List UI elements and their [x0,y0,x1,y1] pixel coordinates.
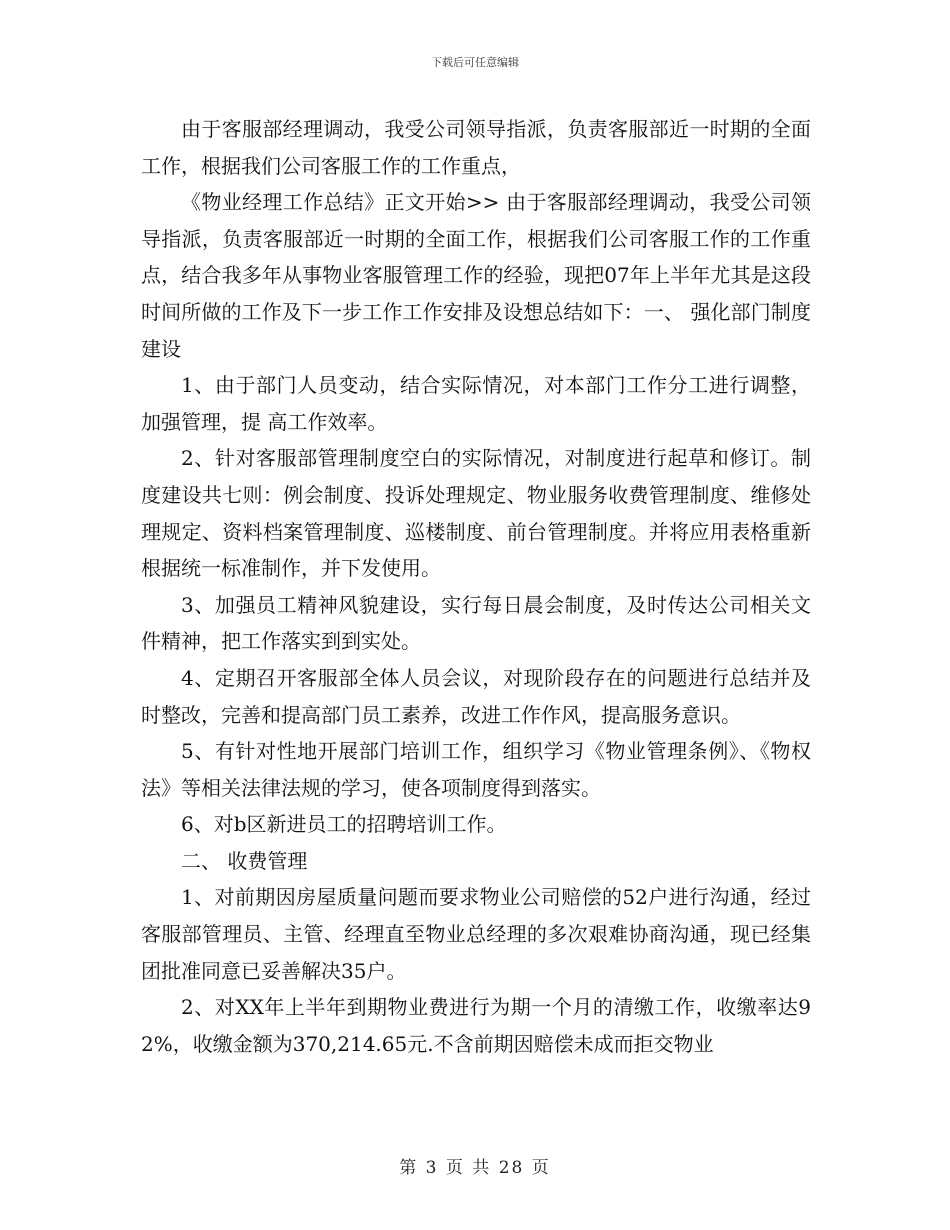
paragraph-item-3: 3、加强员工精神风貌建设，实行每日晨会制度，及时传达公司相关文件精神，把工作落实到到实处。 [141,592,811,654]
paragraph-summary-opening: 《物业经理工作总结》正文开始>> 由于客服部经理调动，我受公司领导指派，负责客服部近一时期的全面工作，根据我们公司客服工作的工作重点，结合我多年从事物业客服管理工作的经验，现把07年上半年尤其是这段时间所做的工作及下一步工作工作安排及设想总结如下：一、 强化部门制度建设 [141,190,811,361]
paragraph-item-2: 2、针对客服部管理制度空白的实际情况，对制度进行起草和修订。制度建设共七则：例会制度、投诉处理规定、物业服务收费管理制度、维修处理规定、资料档案管理制度、巡楼制度、前台管理制度。并将应用表格重新根据统一标准制作，并下发使用。 [141,446,811,581]
paragraph-item-6: 6、对b区新进员工的招聘培训工作。 [181,812,507,837]
paragraph-item-5: 5、有针对性地开展部门培训工作，组织学习《物业管理条例》、《物权法》等相关法律法规的学习，使各项制度得到落实。 [141,739,811,800]
paragraph-fee-item-1: 1、对前期因房屋质量问题而要求物业公司赔偿的52户进行沟通，经过客服部管理员、主管、经理直至物业总经理的多次艰难协商沟通，现已经集团批准同意已妥善解决35户。 [141,885,811,983]
page-number-footer: 第 3 页 共 28 页 [399,1158,551,1178]
page-header: 下载后可任意编辑 [431,56,519,69]
paragraph-item-1: 1、由于部门人员变动，结合实际情况，对本部门工作分工进行调整，加强管理，提 高工作效率。 [141,373,811,434]
document-body [141,111,811,1062]
paragraph-fee-item-2: 2、对XX年上半年到期物业费进行为期一个月的清缴工作，收缴率达92%，收缴金额为370,214.65元.不含前期因赔偿未成而拒交物业 [141,995,811,1056]
paragraph-item-4: 4、定期召开客服部全体人员会议，对现阶段存在的问题进行总结并及时整改，完善和提高部门员工素养，改进工作作风，提高服务意识。 [141,665,811,727]
paragraph-intro: 由于客服部经理调动，我受公司领导指派，负责客服部近一时期的全面工作，根据我们公司客服工作的工作重点， [141,117,811,178]
section-heading-fee-management: 二、 收费管理 [181,848,308,873]
